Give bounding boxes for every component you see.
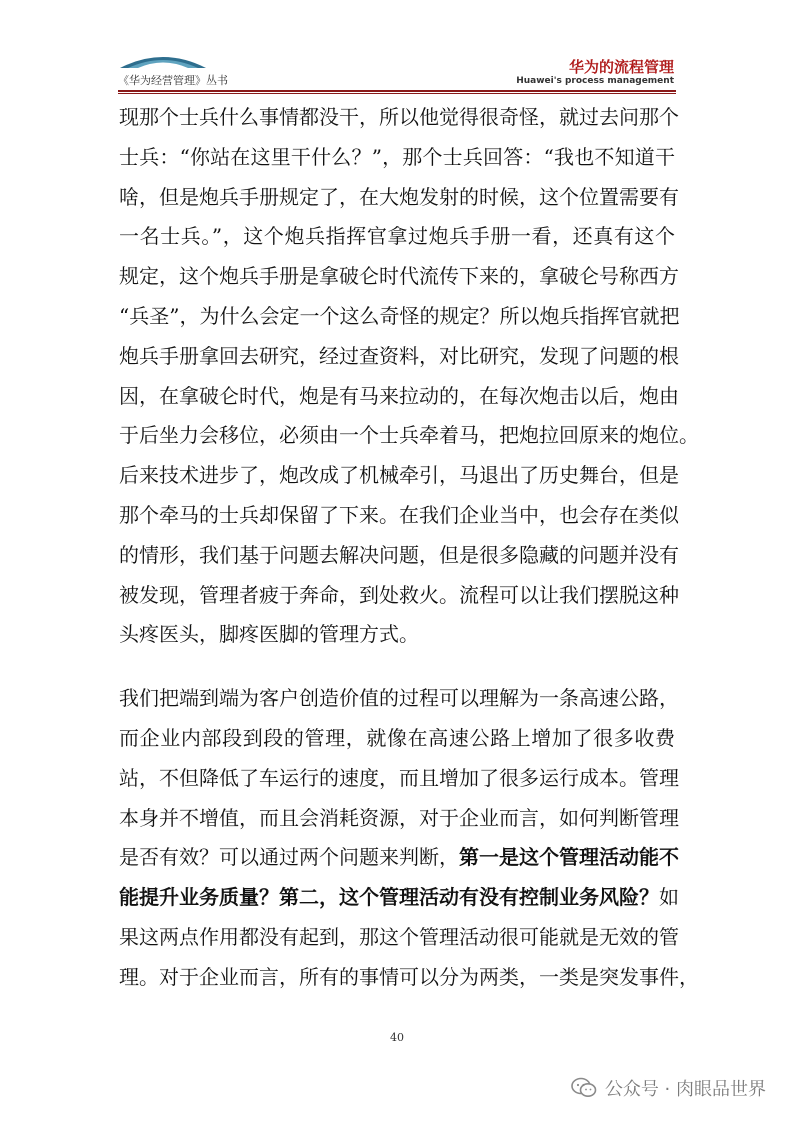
text-line: 一名士兵。”，这个炮兵指挥官拿过炮兵手册一看，还真有这个 [119,224,675,249]
text-line: 那个牵马的士兵却保留了下来。在我们企业当中，也会存在类似 [119,502,679,527]
brand-title: 华为的流程管理 [568,58,674,76]
text-line: 站，不但降低了车运行的速度，而且增加了很多运行成本。管理 [119,765,679,790]
text-line: 被发现，管理者疲于奔命，到处救火。流程可以让我们摆脱这种 [119,582,679,607]
watermark [571,1075,766,1101]
text-line: 现那个士兵什么事情都没干，所以他觉得很奇怪，就过去问那个 [119,105,679,129]
text-line: 于后坐力会移位，必须由一个士兵牵着马，把炮拉回原来的炮位。 [119,423,699,448]
text-line-mixed [119,878,679,918]
huawei-logo-icon [118,50,208,70]
watermark-text: 公众号 · 肉眼品世界 [604,1079,766,1100]
paragraph-1 [119,98,699,655]
text-span: 是否有效？可以通过两个问题来判断， [119,845,459,870]
paragraph-2 [119,679,699,997]
brand-subtitle: Huawei's process management [516,76,674,86]
paragraph-gap [119,655,675,679]
text-line: 我们把端到端为客户创造价值的过程可以理解为一条高速公路， [119,686,679,711]
wechat-icon [571,1077,597,1099]
text-line: 本身并不增值，而且会消耗资源，对于企业而言，如何判断管理 [119,805,679,830]
text-line: 因，在拿破仑时代，炮是有马来拉动的，在每次炮击以后，炮由 [119,383,679,408]
text-line: 士兵：“你站在这里干什么？”，那个士兵回答：“我也不知道干 [119,144,675,169]
bold-text-span: 第一是这个管理活动能不 [459,845,679,870]
text-line: “兵圣”，为什么会定一个这么奇怪的规定？所以炮兵指挥官就把 [119,303,680,328]
page-number: 40 [390,1031,404,1044]
text-line: 果这两点作用都没有起到，那这个管理活动很可能就是无效的管 [119,924,679,949]
text-line: 而企业内部段到段的管理，就像在高速公路上增加了很多收费 [119,725,675,750]
header-rule [118,90,676,92]
text-line: 啥，但是炮兵手册规定了，在大炮发射的时候，这个位置需要有 [119,184,679,209]
text-line: 理。对于企业而言，所有的事情可以分为两类，一类是突发事件， [119,964,699,989]
text-line: 炮兵手册拿回去研究，经过查资料，对比研究，发现了问题的根 [119,343,679,368]
text-line: 规定，这个炮兵手册是拿破仑时代流传下来的，拿破仑号称西方 [119,264,679,289]
page-header [0,0,794,92]
text-line: 后来技术进步了，炮改成了机械牵引，马退出了历史舞台，但是 [119,463,679,488]
bold-text-span: 能提升业务质量？第二，这个管理活动有没有控制业务风险？ [119,885,659,910]
text-span: 如 [659,885,679,910]
body-text [119,98,699,998]
header-rule-thin [118,93,676,94]
text-line-mixed [119,838,679,878]
text-line: 的情形，我们基于问题去解决问题，但是很多隐藏的问题并没有 [119,542,679,567]
series-title: 《华为经营管理》丛书 [118,74,228,87]
text-line: 头疼医头，脚疼医脚的管理方式。 [119,622,419,647]
